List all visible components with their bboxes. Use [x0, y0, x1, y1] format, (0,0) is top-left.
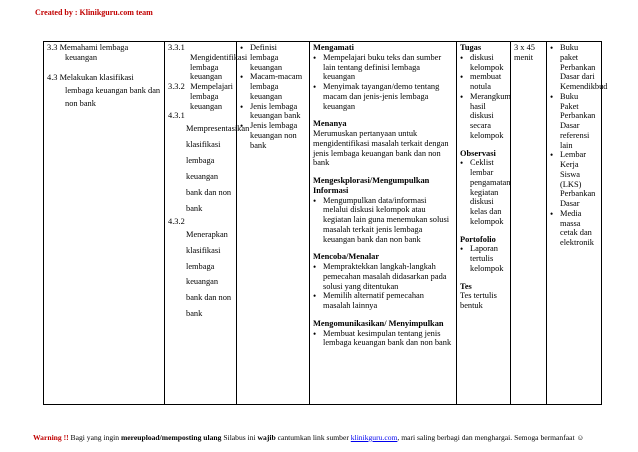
kd-3-3: 3.3 Memahami lembaga keuangan — [47, 43, 129, 62]
eksplorasi-title: Mengeskplorasi/Mengumpulkan Informasi — [313, 176, 430, 195]
footer-warning — [33, 433, 584, 442]
portofolio-title: Portofolio — [460, 234, 496, 244]
syllabus-table — [43, 41, 608, 405]
list-item: • Ceklist lembar pengamatan kegiatan diskusi kelas dan kelompok — [460, 158, 507, 226]
observasi-title: Observasi — [460, 148, 496, 158]
indikator-4-3-1-text: Mempresentasikan klasifikasi lembaga keuangan bank dan non bank — [186, 124, 250, 213]
menanya-text: Merumuskan pertanyaan untuk mengidentifikasi masalah terkait dengan jenis lembaga keuangan bank dan non bank — [313, 129, 449, 168]
indikator-4-3-2-text: Menerapkan klasifikasi lembaga keuangan bank dan non bank — [186, 229, 232, 319]
tes-title: Tes — [460, 281, 472, 291]
page-header: Created by : Klinikguru.com team — [35, 8, 153, 17]
tugas-title: Tugas — [460, 43, 482, 52]
indikator-cell — [165, 42, 250, 405]
list-item: • Merangkum hasil diskusi secara kelompok — [460, 92, 507, 141]
komunikasi-title: Mengomunikasikan/ Menyimpulkan — [313, 318, 444, 328]
footer-text: Bagi yang ingin — [68, 433, 121, 442]
tes-text: Tes tertulis bentuk — [460, 291, 497, 310]
sumber-belajar-cell — [547, 42, 608, 405]
indikator-3-3-1: 3.3.1 Mengidentifikasi lembaga keuangan — [168, 43, 248, 82]
footer-bold: mereupload/memposting ulang — [120, 433, 222, 442]
indikator-3-3-2: 3.3.2 Mempelajari lembaga keuangan — [168, 82, 233, 111]
list-item: • Memilih alternatif pemecahan masalah lainnya — [313, 291, 453, 311]
alokasi-waktu-cell: 3 x 45 menit — [511, 42, 547, 405]
menalar-title: Mencoba/Menalar — [313, 252, 380, 262]
list-item: • Mempraktekkan langkah-langkah pemecahan masalah didasarkan pada solusi yang ditentukan — [313, 262, 453, 291]
footer-bold: wajib — [257, 433, 276, 442]
list-item: • Buku Paket Perbankan Dasar referensi lain — [550, 92, 598, 151]
mengamati-title: Mengamati — [313, 43, 354, 52]
materi-list — [240, 43, 306, 150]
list-item: • Buku paket Perbankan Dasar dari Kemendikbud — [550, 43, 598, 92]
list-item: • Membuat kesimpulan tentang jenis lembaga keuangan bank dan non bank — [313, 329, 453, 349]
menanya-title: Menanya — [313, 119, 347, 129]
footer-text: Silabus ini — [221, 433, 258, 442]
list-item: • Menyimak tayangan/demo tentang macam dan jenis-jenis lembaga keuangan — [313, 82, 453, 111]
list-item: • Jenis lembaga keuangan bank — [240, 102, 306, 122]
list-item: • Macam-macam lembaga keuangan — [240, 72, 306, 101]
kd-4-3: 4.3 Melakukan klasifikasi lembaga keuangan bank dan non bank — [47, 72, 161, 109]
penilaian-cell — [457, 42, 511, 405]
materi-cell — [237, 42, 310, 405]
list-item: • Media massa cetak dan elektronik — [550, 209, 598, 248]
footer-text: , mari saling berbagi dan menghargai. Semoga bermanfaat ☺ — [397, 433, 585, 442]
kegiatan-cell — [310, 42, 457, 405]
list-item: • Mempelajari buku teks dan sumber lain tentang definisi lembaga keuangan — [313, 53, 453, 82]
indikator-4-3-1-number: 4.3.1 — [168, 111, 185, 121]
footer-text: cantumkan link sumber — [275, 433, 351, 442]
indikator-4-3-2-number: 4.3.2 — [168, 216, 185, 226]
list-item: • diskusi kelompok — [460, 53, 507, 73]
list-item: • Jenis lembaga keuangan non bank — [240, 121, 306, 150]
list-item: • Mengumpulkan data/informasi melalui diskusi kelompok atau kegiatan lain guna menemukan solusi masalah terkait jenis lembaga keuangan bank dan non bank — [313, 196, 453, 245]
list-item: • Definisi lembaga keuangan — [240, 43, 306, 72]
kompetensi-dasar-cell — [44, 42, 165, 405]
list-item: • Laporan tertulis kelompok — [460, 244, 507, 273]
list-item: • Lembar Kerja Siswa (LKS) Perbankan Dasar — [550, 150, 598, 209]
warning-label: Warning !! — [33, 433, 69, 442]
table-row — [44, 42, 602, 405]
source-link[interactable]: klinikguru.com — [350, 433, 398, 442]
list-item: • membuat notula — [460, 72, 507, 92]
